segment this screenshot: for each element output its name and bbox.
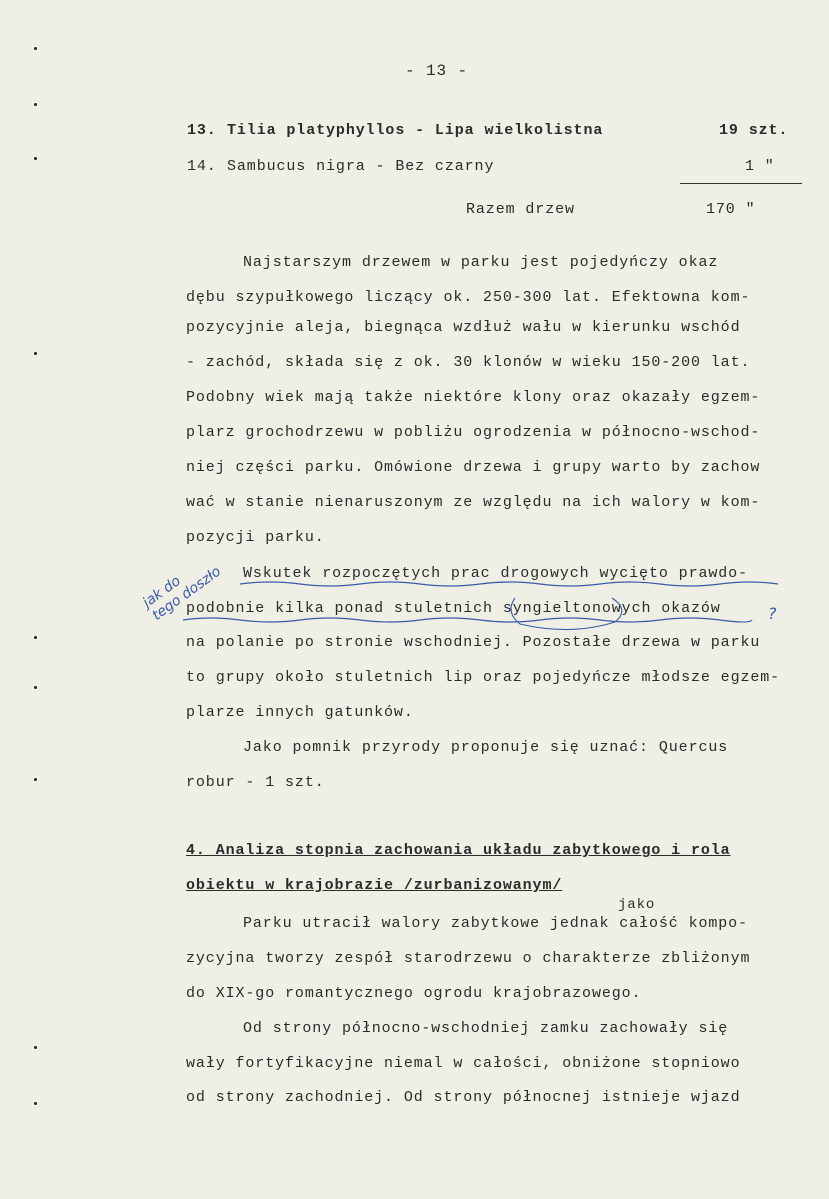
text-line: wały fortyfikacyjne niemal w całości, obniżone stopniowo [186,1055,741,1072]
text-line: Parku utracił walory zabytkowe jednak całość kompo- [243,915,748,932]
text-line: Jako pomnik przyrody proponuje się uznać: Quercus [243,739,729,756]
text-line: niej części parku. Omówione drzewa i grupy warto by zachow [186,459,761,476]
species-count: 19 szt. [719,122,789,139]
heading-line: 4. Analiza stopnia zachowania układu zabytkowego i rola [186,842,731,859]
text-line: plarz grochodrzewu w pobliżu ogrodzenia w północno-wschod- [186,424,761,441]
text-line: Wskutek rozpoczętych prac drogowych wycięto prawdo- [243,565,748,582]
species-count: 1 " [745,158,775,175]
margin-question: ? [768,604,777,623]
species-name: Sambucus nigra - Bez czarny [227,158,495,175]
text-line: to grupy około stuletnich lip oraz pojedyńcze młodsze egzem- [186,669,781,686]
pen-underline [183,618,752,622]
heading-line: obiektu w krajobrazie /zurbanizowanym/ [186,877,563,894]
text-line: Od strony północno-wschodniej zamku zachowały się [243,1020,729,1037]
total-label: Razem drzew [466,201,575,218]
text-line: na polanie po stronie wschodniej. Pozostałe drzewa w parku [186,634,761,651]
punch-hole [34,1102,37,1105]
punch-hole [34,47,37,50]
species-number: 14. [187,158,217,175]
text-line: - zachód, składa się z ok. 30 klonów w wieku 150-200 lat. [186,354,751,371]
punch-hole [34,157,37,160]
sum-rule [680,183,802,184]
text-line: zycyjna tworzy zespół starodrzewu o charakterze zbliżonym [186,950,751,967]
punch-hole [34,636,37,639]
text-line: plarze innych gatunków. [186,704,414,721]
punch-hole [34,103,37,106]
punch-hole [34,778,37,781]
text-line: od strony zachodniej. Od strony północnej istnieje wjazd [186,1089,741,1106]
text-line: do XIX-go romantycznego ogrodu krajobrazowego. [186,985,642,1002]
punch-hole [34,1046,37,1049]
text-line: Podobny wiek mają także niektóre klony oraz okazały egzem- [186,389,761,406]
page-number: - 13 - [405,62,469,80]
text-line: pozycji parku. [186,529,325,546]
punch-hole [34,352,37,355]
text-line: dębu szypułkowego liczący ok. 250-300 lat. Efektowna kom- [186,289,751,306]
species-number: 13. [187,122,217,139]
margin-note: jak do tego doszło [140,563,225,624]
total-value: 170 " [706,201,756,218]
text-line: Najstarszym drzewem w parku jest pojedyńczy okaz [243,254,719,271]
text-line: robur - 1 szt. [186,774,325,791]
text-line: podobnie kilka ponad stuletnich syngieltonowych okazów [186,600,721,617]
species-name: Tilia platyphyllos - Lipa wielkolistna [227,122,604,139]
insertion-word: jako [618,897,656,913]
text-line: wać w stanie nienaruszonym ze względu na ich walory w kom- [186,494,761,511]
punch-hole [34,686,37,689]
text-line: pozycyjnie aleja, biegnąca wzdłuż wału w kierunku wschód [186,319,741,336]
